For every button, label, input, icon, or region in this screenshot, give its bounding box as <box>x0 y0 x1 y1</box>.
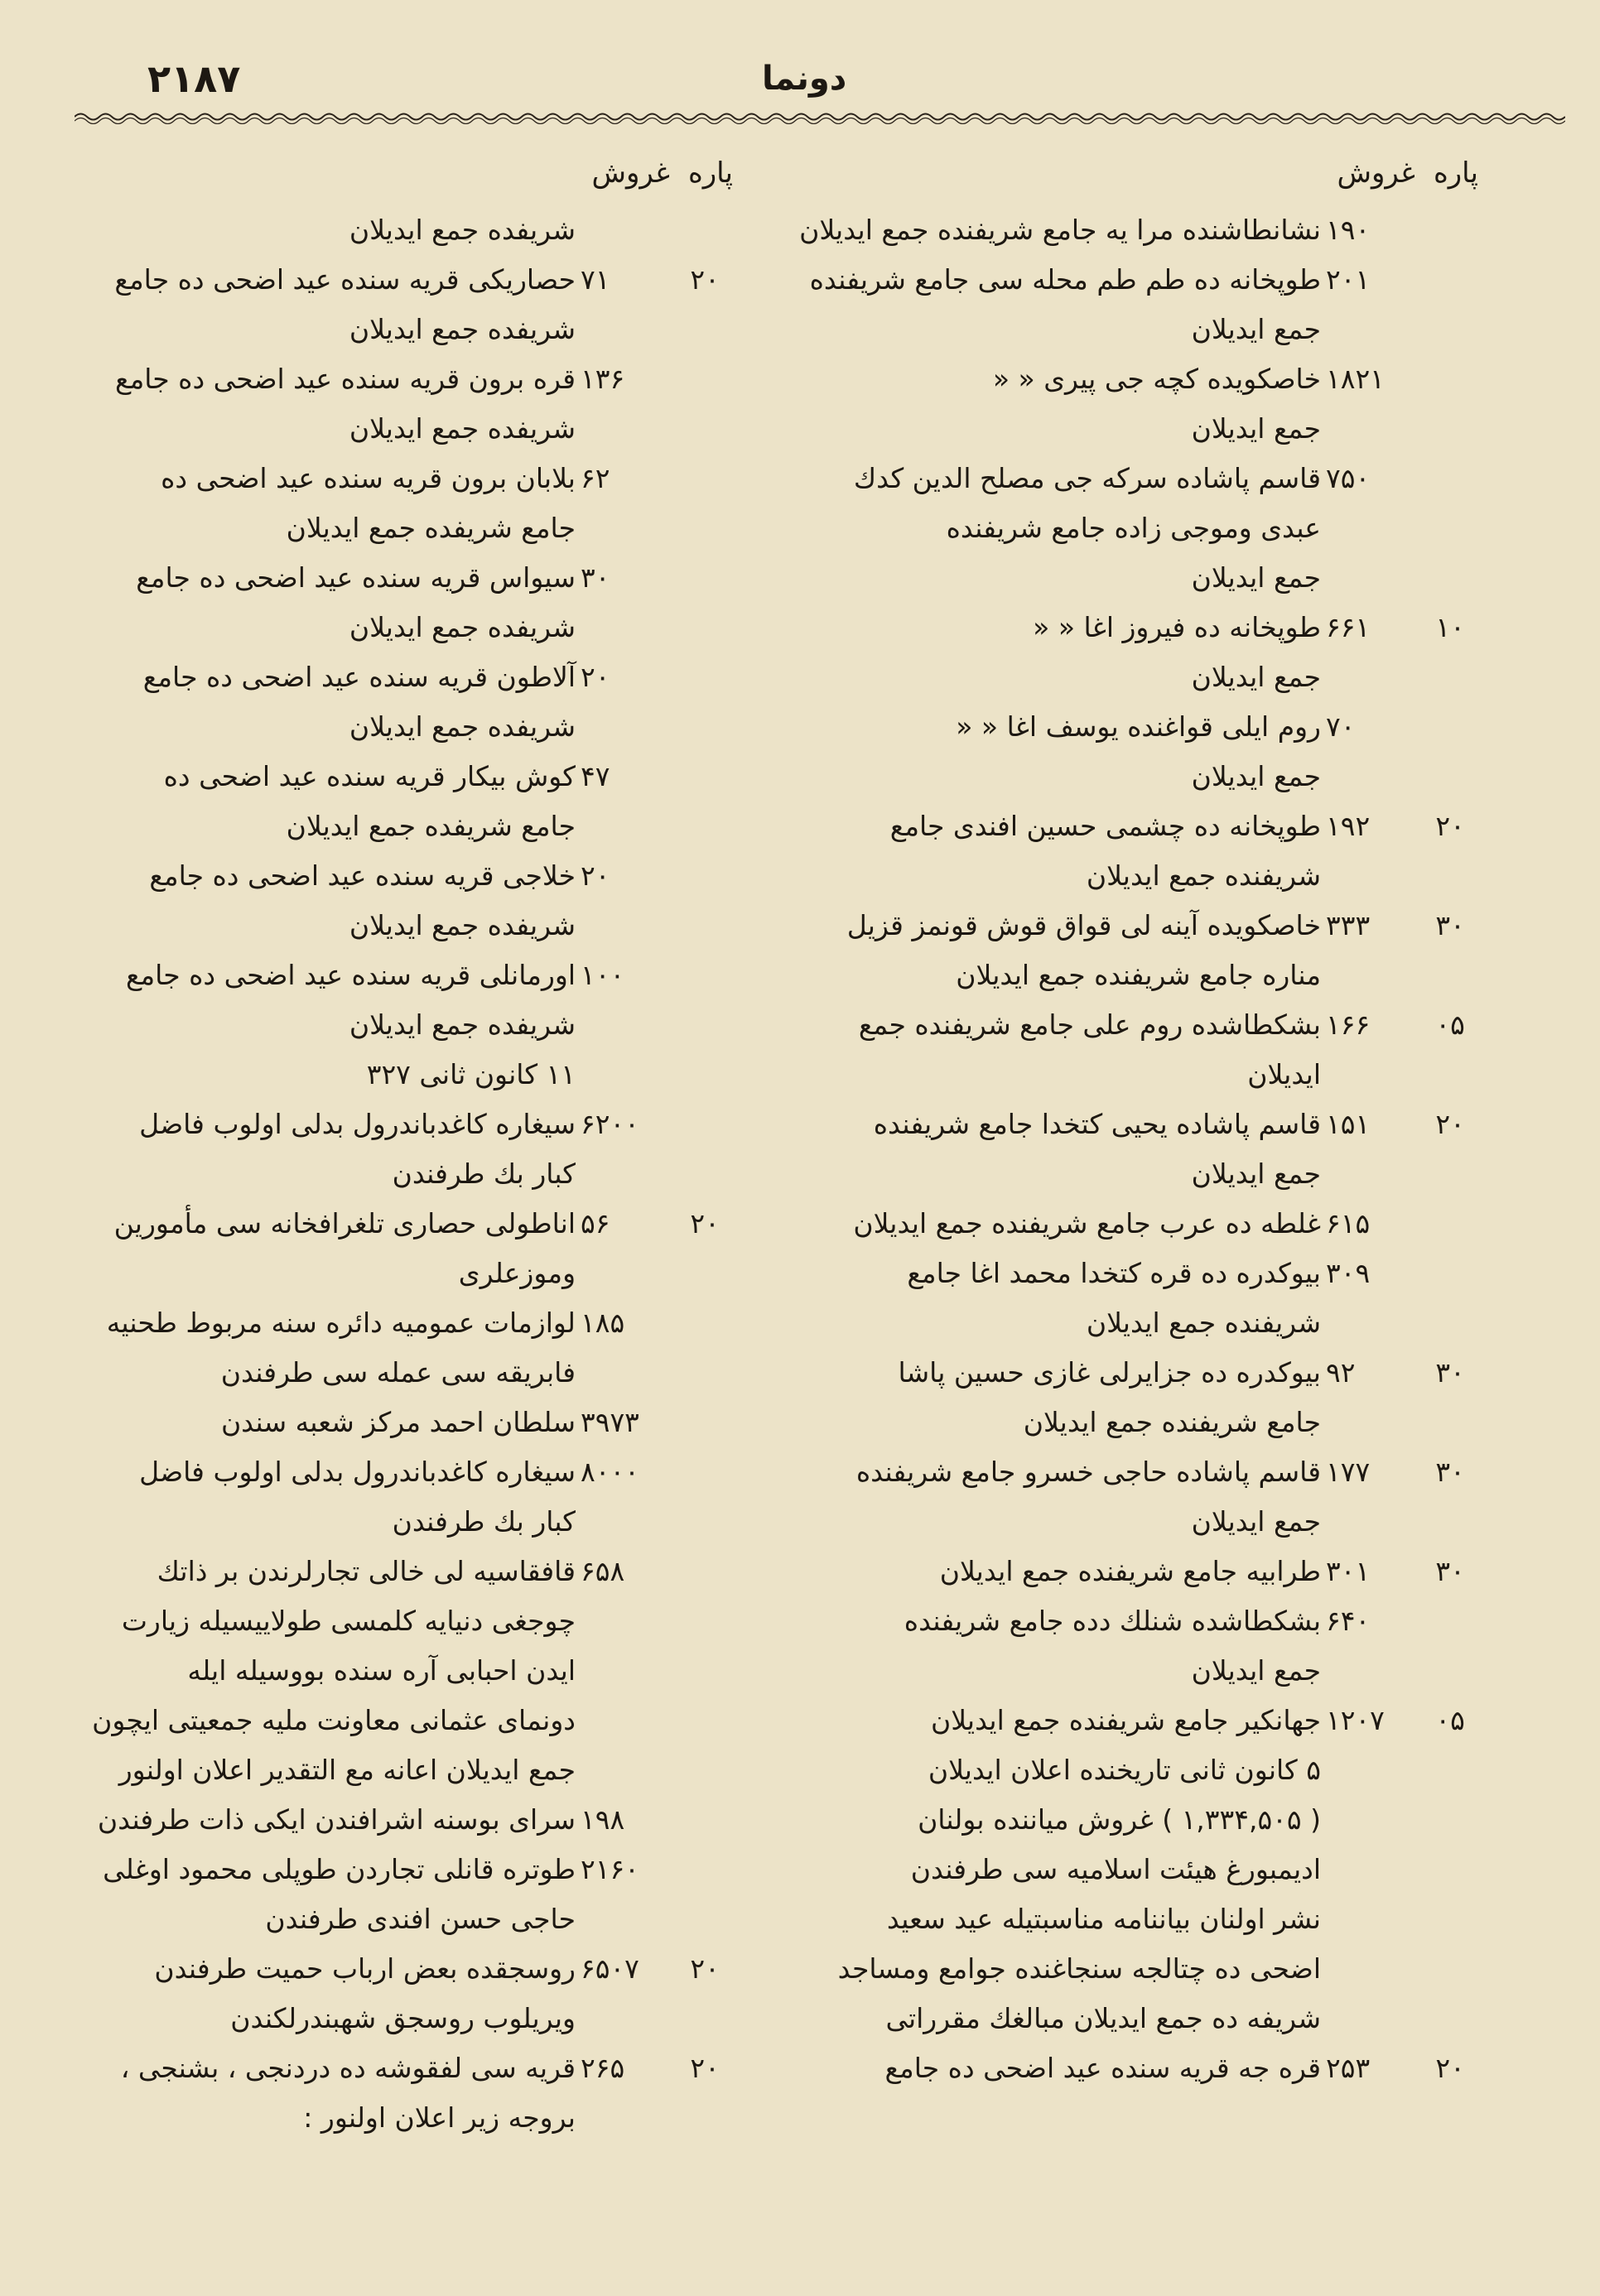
entry-line: جمع ایدیلان <box>1191 313 1321 345</box>
amount-para: ۲۰ <box>690 1207 720 1239</box>
amount-para <box>677 652 733 702</box>
right-column-header <box>816 141 1478 205</box>
entry-line: نشر اولنان بیاننامه مناسبتیله عید سعید <box>886 1903 1321 1935</box>
amount <box>576 2043 733 2093</box>
amount-gurush: ۷۵۰ <box>1326 462 1371 494</box>
entry-text <box>816 1199 1321 1249</box>
amount-para <box>1422 255 1478 305</box>
donation-entry <box>70 951 733 1050</box>
amount-para: ۳۰ <box>1435 1356 1465 1389</box>
left-column-header <box>70 141 733 205</box>
entry-line: قاسم پاشاده حاجی خسرو جامع شریفنده <box>855 1456 1321 1488</box>
donation-entry <box>70 2043 733 2143</box>
amount <box>576 454 733 503</box>
gurush-heading: غروش <box>591 156 670 190</box>
entry-text <box>816 1596 1321 1696</box>
amount-para <box>677 951 733 1000</box>
amount-para <box>677 1547 733 1596</box>
amount-gurush: ۶۲ <box>581 462 610 494</box>
amount-gurush: ۳۰ <box>581 561 610 594</box>
para-heading: پاره <box>687 156 733 190</box>
amount-gurush: ۵۶ <box>581 1207 610 1239</box>
amount <box>1321 1447 1478 1497</box>
entry-line: فابریقه سی عمله سی طرفندن <box>220 1356 576 1389</box>
amount-gurush: ۴۷ <box>581 760 610 792</box>
amount-gurush: ۶۶۱ <box>1326 611 1371 643</box>
para-heading: پاره <box>1433 156 1478 190</box>
page-number: ۲۱۸۷ <box>147 56 241 101</box>
amount <box>576 1199 733 1249</box>
amount-gurush: ۶۵۸ <box>581 1555 625 1587</box>
donation-entry <box>70 652 733 752</box>
amount <box>576 652 733 702</box>
amount-para: ۱۰ <box>1435 611 1465 643</box>
entry-line: شریفده جمع ایدیلان <box>349 1008 576 1041</box>
entry-line: خاصکویده آینه لی قواق قوش قونمز قزیل <box>846 909 1321 941</box>
entry-text <box>70 354 576 454</box>
entry-line: جمع ایدیلان اعانه مع التقدیر اعلان اولنور <box>118 1754 576 1786</box>
entry-line: بشکطاشده روم علی جامع شریفنده جمع <box>858 1008 1321 1041</box>
amount-para: ۳۰ <box>1435 909 1465 941</box>
entry-text <box>816 1447 1321 1547</box>
entry-text <box>70 1547 576 1795</box>
entry-line: مناره جامع شریفنده جمع ایدیلان <box>956 959 1321 991</box>
amount-gurush: ۲۵۳ <box>1326 2052 1371 2084</box>
amount <box>576 255 733 305</box>
amount <box>576 1547 733 1596</box>
amount <box>1321 1249 1478 1298</box>
amount <box>576 1447 733 1497</box>
amount-gurush: ۱۵۱ <box>1326 1108 1371 1140</box>
entry-line: قاسم پاشاده سرکه جی مصلح الدین کدك <box>853 462 1321 494</box>
entry-text <box>70 1944 576 2043</box>
amount-para: ۲۰ <box>690 1952 720 1985</box>
entry-text <box>70 1398 576 1447</box>
entry-text <box>70 454 576 553</box>
amount-gurush: ۳۰۱ <box>1326 1555 1371 1587</box>
amount-para <box>677 1298 733 1348</box>
amount <box>1321 1547 1478 1596</box>
entry-text <box>816 1547 1321 1596</box>
amount-para <box>677 752 733 801</box>
entry-line: جمع ایدیلان <box>1191 561 1321 594</box>
left-column <box>70 141 733 2143</box>
entry-line: کبار بك طرفندن <box>392 1505 576 1538</box>
entry-line: اناطولی حصاری تلغرافخانه سی مأمورین <box>113 1207 576 1239</box>
amount <box>1321 1199 1478 1249</box>
donation-entry <box>70 1298 733 1398</box>
amount-gurush: ۳۹۷۳ <box>581 1406 639 1438</box>
entry-line: سیواس قریه سنده عید اضحی ده جامع <box>136 561 576 594</box>
donation-entry <box>816 1249 1478 1348</box>
donation-entry <box>70 354 733 454</box>
donation-entry <box>70 1398 733 1447</box>
entry-text <box>70 652 576 752</box>
entry-line: سیغاره کاغدباندرول بدلی اولوب فاضل <box>139 1456 576 1488</box>
amount <box>576 752 733 801</box>
amount <box>1321 603 1478 652</box>
donation-entry <box>816 1199 1478 1249</box>
entry-text <box>816 1100 1321 1199</box>
entry-line: چوجغی دنیایه کلمسی طولاییسیله زیارت <box>121 1605 576 1637</box>
amount-gurush: ۹۲ <box>1326 1356 1356 1389</box>
entry-line: کوش بیکار قریه سنده عید اضحی ده <box>163 760 576 792</box>
donation-entry <box>816 901 1478 1000</box>
amount-gurush: ۸۰۰۰ <box>581 1456 639 1488</box>
entry-line: غلطه ده عرب جامع شریفنده جمع ایدیلان <box>853 1207 1321 1239</box>
entry-line: لوازمات عمومیه دائره سنه مربوط طحنیه <box>106 1307 576 1339</box>
entry-line: ایدن احبابی آره سنده بووسیله ایله <box>187 1654 576 1687</box>
amount <box>1321 255 1478 305</box>
amount-gurush: ۲۰ <box>581 859 610 892</box>
entry-text <box>816 1696 1321 2043</box>
amount <box>576 1845 733 1894</box>
entry-line: بروجه زیر اعلان اولنور : <box>303 2101 576 2134</box>
amount-gurush: ۱۶۶ <box>1326 1008 1371 1041</box>
donation-entry <box>70 553 733 652</box>
right-entries <box>799 205 1478 2093</box>
amount-para: ۳۰ <box>1435 1456 1465 1488</box>
donation-entry <box>816 702 1478 801</box>
donation-entry <box>70 752 733 851</box>
amount-para: ۳۰ <box>1435 1555 1465 1587</box>
entry-text <box>816 354 1321 454</box>
donation-entry <box>799 205 1478 255</box>
amount-para <box>677 1845 733 1894</box>
entry-line: نشانطاشنده مرا یه جامع شریفنده جمع ایدیلان <box>799 214 1321 246</box>
amount-gurush: ۶۲۰۰ <box>581 1108 639 1140</box>
amount <box>576 951 733 1000</box>
entry-line: قره برون قریه سنده عید اضحی ده جامع <box>115 363 576 395</box>
entry-line: شریفده جمع ایدیلان <box>349 214 576 246</box>
entry-line: بشکطاشده شنلك دده جامع شریفنده <box>904 1605 1321 1637</box>
entry-line: قاسم پاشاده یحیی کتخدا جامع شریفنده <box>873 1108 1321 1140</box>
amount <box>576 553 733 603</box>
entry-line: سیغاره کاغدباندرول بدلی اولوب فاضل <box>139 1108 576 1140</box>
entry-text <box>799 205 1321 255</box>
amount <box>1321 1100 1478 1149</box>
amount-para: ۲۰ <box>690 2052 720 2084</box>
entry-line: جمع ایدیلان <box>1191 1654 1321 1687</box>
entry-text <box>816 901 1321 1000</box>
amount-gurush: ۷۱ <box>581 263 610 296</box>
donation-entry <box>70 205 733 255</box>
amount-gurush: ۶۴۰ <box>1326 1605 1371 1637</box>
entry-line: اورمانلی قریه سنده عید اضحی ده جامع <box>125 959 576 991</box>
entry-line: وموزعلری <box>458 1257 576 1289</box>
entry-text <box>816 1000 1321 1100</box>
amount-gurush: ۲۰ <box>581 661 610 693</box>
page-title: دونما <box>762 60 847 98</box>
amount <box>1321 1696 1478 1745</box>
entry-text <box>816 454 1321 603</box>
donation-entry <box>70 851 733 951</box>
entry-line: قافقاسیه لی خالی تجارلرندن بر ذاتك <box>157 1555 576 1587</box>
amount-para: ۰۵ <box>1435 1704 1465 1736</box>
entry-text <box>70 752 576 851</box>
entry-line: خاصکویده کچه جی پیری « « <box>992 363 1321 395</box>
amount <box>576 1398 733 1447</box>
entry-text <box>816 702 1321 801</box>
entry-line: جمع ایدیلان <box>1191 412 1321 445</box>
donation-entry <box>816 1447 1478 1547</box>
entry-line: کبار بك طرفندن <box>392 1158 576 1190</box>
entry-text <box>70 851 576 951</box>
donation-entry <box>70 1547 733 1795</box>
amount-gurush: ۶۱۵ <box>1326 1207 1371 1239</box>
entry-text <box>70 553 576 652</box>
amount-gurush: ۱۲۰۷ <box>1326 1704 1385 1736</box>
entry-line: شریفده جمع ایدیلان <box>349 313 576 345</box>
donation-entry <box>816 1596 1478 1696</box>
entry-text <box>816 801 1321 901</box>
entry-line: طوپخانه ده فیروز اغا « « <box>1033 611 1321 643</box>
entry-text <box>70 255 576 354</box>
entry-text <box>70 1447 576 1547</box>
amount-para <box>1422 454 1478 503</box>
amount-para <box>677 553 733 603</box>
amount <box>576 1298 733 1348</box>
donation-entry <box>70 1100 733 1199</box>
entry-line: ۵ کانون ثانی تاریخنده اعلان ایدیلان <box>928 1754 1321 1786</box>
donation-entry <box>70 1447 733 1547</box>
amount-para <box>677 354 733 404</box>
entry-text <box>70 951 576 1050</box>
entry-text <box>816 603 1321 702</box>
amount <box>1321 454 1478 503</box>
amount-para <box>677 1795 733 1845</box>
entry-line: بلابان برون قریه سنده عید اضحی ده <box>161 462 576 494</box>
entry-line: شریفه ده جمع ایدیلان مبالغك مقرراتی <box>885 2002 1321 2034</box>
donation-entry <box>70 1845 733 1944</box>
entry-line: شریفنده جمع ایدیلان <box>1086 1307 1321 1339</box>
amount-para <box>1422 1249 1478 1298</box>
entry-line: دونمای عثمانی معاونت ملیه جمعیتی ایچون <box>92 1704 576 1736</box>
entry-line: جمع ایدیلان <box>1191 1158 1321 1190</box>
amount-gurush: ۱۹۲ <box>1326 810 1371 842</box>
donation-entry <box>816 1348 1478 1447</box>
donation-entry <box>70 255 733 354</box>
entry-line: شریفده جمع ایدیلان <box>349 909 576 941</box>
entry-line: اضحی ده چتالجه سنجاغنده جوامع ومساجد <box>837 1952 1321 1985</box>
amount-para <box>1422 205 1478 255</box>
amount-gurush: ۳۰۹ <box>1326 1257 1371 1289</box>
entry-text <box>816 1348 1321 1447</box>
entry-line: بیوکدره ده قره کتخدا محمد اغا جامع <box>907 1257 1321 1289</box>
entry-line: شریفده جمع ایدیلان <box>349 412 576 445</box>
donation-entry <box>816 1000 1478 1100</box>
entry-text <box>70 1298 576 1398</box>
entry-line: حاجی حسن افندی طرفندن <box>265 1903 576 1935</box>
entry-text <box>70 1199 576 1298</box>
left-entries <box>70 205 733 2143</box>
amount-para <box>677 1447 733 1497</box>
entry-line: جمع ایدیلان <box>1191 661 1321 693</box>
entry-line: طرابیه جامع شریفنده جمع ایدیلان <box>939 1555 1321 1587</box>
donation-entry <box>70 1199 733 1298</box>
amount <box>1321 801 1478 851</box>
entry-line: جامع شریفده جمع ایدیلان <box>286 512 576 544</box>
right-column <box>799 141 1478 2093</box>
entry-line: شریفده جمع ایدیلان <box>349 710 576 743</box>
amount <box>1321 354 1478 404</box>
amount-para: ۲۰ <box>1435 810 1465 842</box>
amount-gurush: ۷۰ <box>1326 710 1356 743</box>
donation-entry <box>70 1050 733 1100</box>
entry-text <box>810 255 1321 354</box>
entry-line: عبدی وموجی زاده جامع شریفنده <box>946 512 1321 544</box>
entry-line: جامع شریفنده جمع ایدیلان <box>1023 1406 1321 1438</box>
entry-line: آلاطون قریه سنده عید اضحی ده جامع <box>142 661 576 693</box>
amount-gurush: ۲۰۱ <box>1326 263 1371 296</box>
entry-text <box>816 1249 1321 1348</box>
entry-line: ویریلوب روسجق شهبندرلکندن <box>230 2002 576 2034</box>
amount <box>576 1100 733 1149</box>
entry-text <box>70 205 576 255</box>
entry-line: روسجقده بعض ارباب حمیت طرفندن <box>154 1952 576 1985</box>
amount-para: ۲۰ <box>690 263 720 296</box>
donation-entry <box>816 454 1478 603</box>
amount-gurush: ۶۵۰۷ <box>581 1952 639 1985</box>
donation-entry <box>70 1795 733 1845</box>
donation-entry <box>816 1547 1478 1596</box>
entry-line: طوتره قانلی تجاردن طوپلی محمود اوغلی <box>103 1853 576 1885</box>
entry-line: روم ایلی قواغنده یوسف اغا « « <box>956 710 1321 743</box>
amount-para <box>1422 1199 1478 1249</box>
entry-line: جمع ایدیلان <box>1191 1505 1321 1538</box>
entry-line: شریفنده جمع ایدیلان <box>1086 859 1321 892</box>
entry-line: طوپخانه ده طم طم محله سی جامع شریفنده <box>809 263 1321 296</box>
amount-para: ۰۵ <box>1435 1008 1465 1041</box>
amount-para <box>677 1100 733 1149</box>
donation-entry <box>816 801 1478 901</box>
amount-para <box>677 1398 733 1447</box>
amount-gurush: ۳۳۳ <box>1326 909 1371 941</box>
amount <box>576 354 733 404</box>
entry-line: ادیمبورغ هیئت اسلامیه سی طرفندن <box>910 1853 1321 1885</box>
entry-line: بیوکدره ده جزایرلی غازی حسین پاشا <box>898 1356 1321 1389</box>
donation-entry <box>816 603 1478 702</box>
entry-line: جامع شریفده جمع ایدیلان <box>286 810 576 842</box>
amount <box>576 1795 733 1845</box>
amount-gurush: ۲۱۶۰ <box>581 1853 639 1885</box>
donation-entry <box>816 2043 1478 2093</box>
amount <box>1321 1348 1478 1398</box>
amount-para <box>677 454 733 503</box>
amount-gurush: ۱۹۸ <box>581 1803 625 1836</box>
amount <box>1321 2043 1478 2093</box>
amount-gurush: ۱۸۵ <box>581 1307 625 1339</box>
amount-para <box>1422 702 1478 752</box>
amount-para <box>1422 354 1478 404</box>
donation-entry <box>816 1100 1478 1199</box>
entry-text <box>70 2043 576 2143</box>
entry-line: جمع ایدیلان <box>1191 760 1321 792</box>
amount-gurush: ۱۸۲۱ <box>1326 363 1385 395</box>
amount-gurush: ۱۳۶ <box>581 363 625 395</box>
entry-text <box>70 1050 576 1100</box>
gurush-heading: غروش <box>1337 156 1415 190</box>
amount <box>1321 1000 1478 1050</box>
amount-para <box>1422 1596 1478 1646</box>
amount-gurush: ۱۹۰ <box>1326 214 1371 246</box>
amount-para: ۲۰ <box>1435 2052 1465 2084</box>
entry-line: قریه سی لفقوشه ده دردنجی ، بشنجی ، <box>120 2052 576 2084</box>
donation-entry <box>70 454 733 553</box>
entry-text <box>70 1795 576 1845</box>
amount <box>576 1944 733 1994</box>
entry-line: سلطان احمد مرکز شعبه سندن <box>220 1406 576 1438</box>
entry-line: حصاریکی قریه سنده عید اضحی ده جامع <box>114 263 576 296</box>
amount <box>1321 901 1478 951</box>
donation-entry <box>70 1944 733 2043</box>
entry-line: ( ۱,۳۳۴,۵۰۵ ) غروش میاننده بولنان <box>918 1803 1321 1836</box>
entry-text <box>70 1100 576 1199</box>
amount <box>1321 205 1478 255</box>
entry-text <box>70 1845 576 1944</box>
amount-para <box>677 851 733 901</box>
amount-gurush: ۱۰۰ <box>581 959 625 991</box>
donation-entry <box>816 354 1478 454</box>
header-wavy-rule <box>75 109 1565 124</box>
entry-line: جهانکیر جامع شریفنده جمع ایدیلان <box>930 1704 1321 1736</box>
amount <box>1321 1596 1478 1646</box>
entry-line: ایدیلان <box>1247 1058 1321 1090</box>
entry-text <box>816 2043 1321 2093</box>
donation-entry <box>809 255 1478 354</box>
entry-line: قره جه قریه سنده عید اضحی ده جامع <box>884 2052 1321 2084</box>
amount-para: ۲۰ <box>1435 1108 1465 1140</box>
entry-line: طوپخانه ده چشمی حسین افندی جامع <box>889 810 1321 842</box>
amount-gurush: ۱۷۷ <box>1326 1456 1371 1488</box>
donation-entry <box>816 1696 1478 2043</box>
amount <box>576 851 733 901</box>
amount-gurush: ۲۶۵ <box>581 2052 625 2084</box>
amount <box>1321 702 1478 752</box>
entry-line: ۱۱ کانون ثانی ۳۲۷ <box>366 1058 576 1090</box>
entry-line: شریفده جمع ایدیلان <box>349 611 576 643</box>
entry-line: خلاجی قریه سنده عید اضحی ده جامع <box>149 859 576 892</box>
entry-line: سرای بوسنه اشرافندن ایکی ذات طرفندن <box>97 1803 576 1836</box>
